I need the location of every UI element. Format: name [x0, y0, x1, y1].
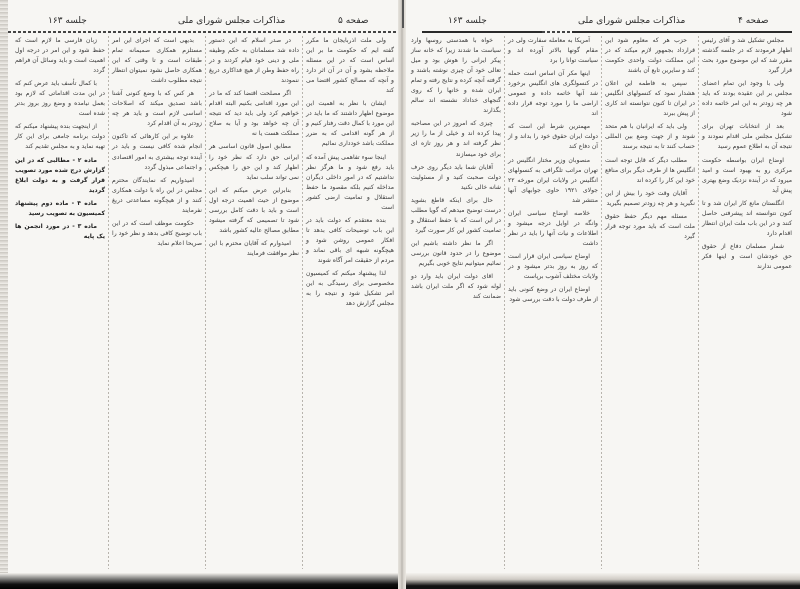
- paragraph: مطابق اصول قانون اساسی هر ایرانی حق دارد که نظر خود را اظهار کند و این حق را هیچکس نمی تواند سلب نماید: [209, 143, 299, 181]
- paragraph: اوضاع سیاسی ایران قرار است که روز به روز بدتر میشود و در ولایات مختلف آشوب برپاست: [508, 252, 598, 281]
- session-label: جلسه ۱۶۳: [48, 16, 87, 26]
- column: [408, 36, 504, 569]
- paragraph: ولی باید که ایرانیان با هم متحد شوند و از جهت وضع بین المللی حساب کنند تا به نتیجه برسند: [605, 123, 695, 151]
- paragraph: بنده معتقدم که دولت باید در این باب توضیحات کافی بدهد تا افکار عمومی روشن شود و هیچگونه شبهه ای باقی نماند و مردم از حقیقت امر آگاه شوند: [306, 216, 394, 264]
- paragraph: خلاصه اوضاع سیاسی ایران وانگه در اوایل درجه میشود و اطلاعات و نیات آنها را باید در نظر داشت: [508, 209, 598, 247]
- paragraph: شمار مسلمان دفاع از حقوق حق خودشان است و اینها فکر عمومی ندارند: [702, 242, 792, 270]
- page-number: صفحه ۴: [738, 16, 769, 26]
- paragraph: امیدواریم که نمایندگان محترم مجلس در این راه با دولت همکاری کنند و از هیچگونه مساعدتی دریغ نفرمایند: [112, 176, 202, 214]
- paragraph: مسئله مهم دیگر حفظ حقوق ملت است که باید مورد توجه قرار گیرد: [605, 212, 695, 240]
- paragraph: اوضاع ایران در وضع کنونی باید از طرف دولت با دقت بررسی شود: [508, 286, 598, 304]
- paragraph: بدیهی است که اجرای این امر مستلزم همکاری صمیمانه تمام طبقات است و تا وقتی که این همکاری حاصل نشود نمیتوان انتظار نتیجه مطلوب داشت: [112, 37, 202, 85]
- paragraph: سپس به فاطمه این اعلان هشدار نمود که کنسولهای انگلیس در ایران تا کنون نتوانسته اند کاری از پیش ببرند: [605, 80, 695, 118]
- scan-bottom-edge: [0, 573, 402, 589]
- paragraph: آمریکا به معامله سفارت ولی در مقام گونها بالاتر آورده اند و سیاست توانا را برد: [508, 37, 598, 65]
- column-group-right: [408, 36, 796, 569]
- paragraph: اقای دولت ایران باید وارد دو لوله شود که اگر ملت ایران باشد ضمانت کند: [411, 273, 501, 301]
- session-label: جلسه ۱۶۳: [448, 16, 487, 26]
- paragraph: ولی با وجود این تمام اعضای مجلس بر این عقیده بودند که باید هر چه زودتر به این امر خاتمه داده شود: [702, 80, 792, 118]
- column: [12, 36, 108, 569]
- paragraph: حال برای اینکه قاطع بشوید درست توضیح میدهم که گویا مطلب در این است که با حفظ استقلال و تمامیت کشور این کار صورت گیرد: [411, 196, 501, 234]
- column: [109, 36, 205, 569]
- publication-title: مذاکرات مجلس شورای ملی: [578, 16, 686, 26]
- header-rule: [422, 31, 542, 33]
- book-gutter: [398, 0, 406, 589]
- paragraph: ولی ملت اذربایجان ما مکرر گفته ایم که حکومت ما بر این اساس است که در این مسئله ملاحظه بشود و آن در آن اثر دارد و آنچه که مصالح کشور اقتضا می کند: [306, 37, 394, 95]
- paragraph: منصوبان وزیر مختار انگلیس در تهران مراتب تلگرافی به کنسولهای انگلیس در ولایات ایران مورخه ۲۲ جولای ۱۹۲۱ حاوی جوابهای آنها منتشر شد: [508, 156, 598, 204]
- paragraph: حزب هر که معلوم شود این قرارداد بجمهور لازم میکند که در این مملکت دولت واحدی حکومت کند و سایرین تابع آن باشند: [605, 37, 695, 75]
- paragraph: زبان فارسی ما لازم است که حفظ شود و این امر در درجه اول اهمیت است و باید وسائل آن فراهم گردد: [15, 37, 105, 75]
- header-rule: [542, 31, 572, 33]
- fold-mark: [402, 0, 404, 28]
- paragraph: ایشان با نظر به اهمیت این موضوع اظهار داشتند که ما باید در این مورد با کمال دقت رفتار کنیم و از هر گونه اقدامی که به ضرر مملکت باشد خودداری نمائیم: [306, 100, 394, 148]
- article-clause: ماده ۲ - مطالبی که در این گزارش درج شده مورد تصویب قرار گرفت و به دولت ابلاغ گردید: [15, 156, 105, 194]
- paragraph: امیدوارم که آقایان محترم با این نظر موافقت فرمایند: [209, 239, 299, 257]
- paragraph: هر کس که با وضع کنونی آشنا باشد تصدیق میکند که اصلاحات اساسی لازم است و باید هر چه زودتر به آن اقدام کرد: [112, 90, 202, 128]
- paragraph: چیزی که امروز در این مصاحبه پیدا کرده اند و خیلی از ما را زیر نظر گرفته اند و هر روز تازه ای برای خود میسازند: [411, 120, 501, 158]
- paragraph: اینجا سوء تفاهمی پیش آمده که باید رفع شود و ما هرگز نظر نداشتیم که در امور داخلی دیگران مداخله کنیم بلکه مقصود ما حفظ استقلال و تمامیت ارضی کشور است: [306, 153, 394, 211]
- paragraph: مهمترین شرط این است که دولت ایران حقوق خود را بداند و از آن دفاع کند: [508, 123, 598, 151]
- page-edge-shadow: [0, 0, 8, 589]
- article-clause: ماده ۴ - ماده دوم پیشنهاد کمیسیون به تصویب رسید: [15, 199, 105, 217]
- paragraph: در صدر اسلام که این دستور داده شد مسلمانان به حکم وظیفه ملی و دینی خود قیام کردند و در راه حفظ وطن از هیچ فداکاری دریغ ننمودند: [209, 37, 299, 85]
- paragraph: انگلستان مانع کار ایران شد و تا کنون نتوانسته اند پیشرفتی حاصل کنند و در این باب ملت ایران انتظار اقدام دارد: [702, 199, 792, 237]
- column: [699, 36, 795, 569]
- page-header-right: [408, 14, 796, 30]
- paragraph: لذا پیشنهاد میکنم که کمیسیون مخصوصی برای رسیدگی به این امر تشکیل شود و نتیجه را به مجلس گزارش دهد: [306, 270, 394, 308]
- column: [505, 36, 601, 569]
- header-rule: [572, 31, 792, 33]
- paragraph: اگر ما نظر داشته باشیم این موضوع را در حدود قانون بررسی نمائیم میتوانیم نتایج خوبی بگیریم: [411, 239, 501, 267]
- article-clause: ماده ۳ - در مورد انجمن ها یک پایه: [15, 222, 105, 240]
- paragraph: بنابراین عرض میکنم که این موضوع از حیث اهمیت درجه اول است و باید با دقت کامل بررسی شود تا تصمیمی که گرفته میشود مطابق مصالح عالیه کشور باشد: [209, 186, 299, 234]
- paragraph: اوضاع ایران بواسطه حکومت مرکزی رو به بهبود است و امید میرود که در آینده نزدیک وضع بهتری پیش آید: [702, 156, 792, 194]
- column: [602, 36, 698, 569]
- column: [303, 36, 397, 569]
- paragraph: بعد از انتخابات تهران برای تشکیل مجلس ملی اقدام نمودند و نتیجه آن به اطلاع عموم رسید: [702, 123, 792, 151]
- page-number: صفحه ۵: [338, 16, 369, 26]
- paragraph: علاوه بر این کارهائی که تاکنون انجام شده کافی نیست و باید در آینده توجه بیشتری به امور اقتصادی و اجتماعی مبذول گردد: [112, 133, 202, 171]
- paragraph: مطلب دیگر که قابل توجه است انگلیس ها از طرف دیگر برای منافع خود این کار را کرده اند: [604, 156, 695, 184]
- column: [206, 36, 302, 569]
- paragraph: آقایان وقت خود را بیش از این نگیرید و هر چه زودتر تصمیم بگیرید: [605, 189, 695, 207]
- page-header-left: [8, 14, 400, 30]
- paragraph: مجلس تشکیل شد و آقای رئیس اظهار فرمودند که در جلسه گذشته مقرر شد که این موضوع مورد بحث قرار گیرد: [702, 37, 792, 75]
- scan-bottom-edge: [402, 573, 800, 589]
- paragraph: اگر مصلحت اقتضا کند که ما در این مورد اقدامی بکنیم البته اقدام خواهیم کرد ولی باید دید که نتیجه آن چه خواهد بود و آیا به صلاح مملکت هست یا نه: [209, 90, 299, 138]
- publication-title: مذاکرات مجلس شورای ملی: [178, 16, 286, 26]
- paragraph: اینها مکر آن اساس است حمله در کنسولگری های انگلیس برخورد شد آنها خاتمه داده و عمومی اراضی ما را مورد توجه قرار داده اند: [508, 70, 598, 118]
- page-right: [402, 0, 800, 589]
- paragraph: آقایان شما باید دیگر روی حرف دولت صحبت کنید و از مسئولیت شانه خالی نکنید: [411, 163, 501, 191]
- paragraph: با کمال تأسف باید عرض کنم که در این مدت اقداماتی که لازم بود بعمل نیامده و وضع روز بروز بدتر شده است: [15, 80, 105, 118]
- header-rule: [8, 31, 400, 33]
- paragraph: خواه با همدستی روسها وارد سیاست ما شدند زیرا که خانه ساز پیکر ایرانی را هوش بود و میل تعالی خود آن چیزی نوشته باشند و گرفته آنچه کرده و نتایج رفته و تمام ایران شده و خانها را که روی گنجهای خداداد نشسته اند سالم بگذارند: [411, 37, 501, 115]
- paragraph: حکومت موظف است که در این باب توضیح کافی بدهد و نظر خود را صریحا اعلام نماید: [112, 219, 202, 247]
- column-group-left: [12, 36, 398, 569]
- paragraph: از اینجهت بنده پیشنهاد میکنم که دولت برنامه جامعی برای این کار تهیه نماید و به مجلس تقدیم کند: [15, 123, 105, 151]
